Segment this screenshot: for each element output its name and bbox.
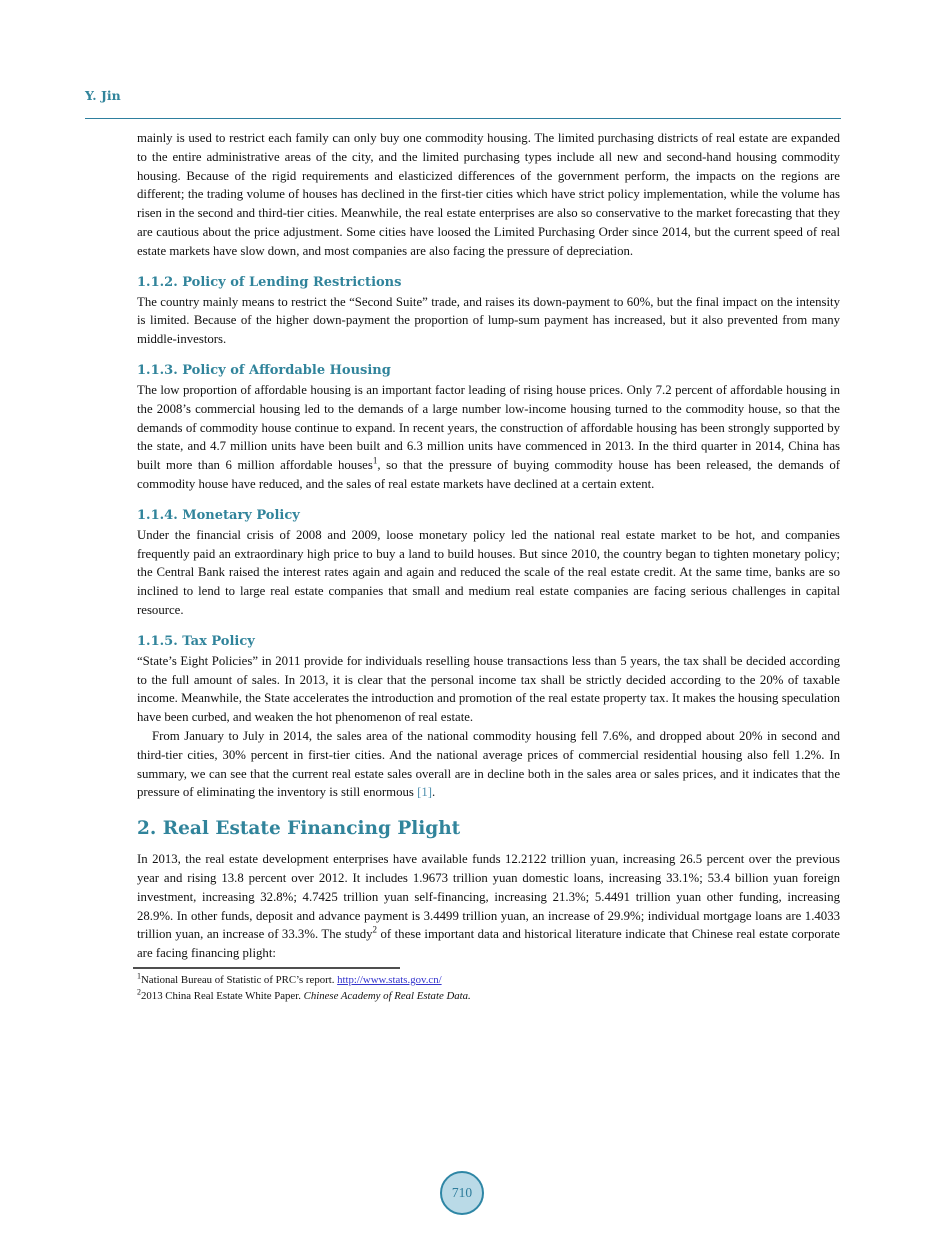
footnote-1-text: National Bureau of Statistic of PRC’s report. [141, 973, 338, 986]
paragraph-text: , so that the pressure of buying commodity house has been released, the demands of commodity house have reduced, and the sales of real estate markets have declined at a certain extent. [137, 458, 840, 491]
section-heading-1-1-5: 1.1.5. Tax Policy [137, 633, 255, 649]
footnote-1-marker: 1 [137, 971, 141, 981]
section-heading-1-1-4: 1.1.4. Monetary Policy [137, 507, 300, 523]
footnote-2-source: Chinese Academy of Real Estate Data. [303, 990, 471, 1003]
footnote-url-link[interactable]: http://www.stats.gov.cn/ [337, 973, 442, 986]
paragraph-text: In 2013, the real estate development enterprises have available funds 12.2122 trillion yuan, increasing 26.5 percent over the previous year and rising 13.8 percent over 2012. It includes 1.9673 trillion yuan domestic loans, increasing 33.1%; 53.4 billion yuan foreign investment, increasing 32.8%; 4.7425 trillion yuan self-financing, increasing 21.3%; 5.4491 trillion yuan other funding, increasing 28.9%. In other funds, deposit and advance payment is 3.4499 trillion yuan, an increase of 29.9%; individual mortgage loans are 1.4033 trillion yuan, an increase of 33.3%. The study [137, 852, 840, 942]
citation-link-1[interactable]: [1] [417, 785, 432, 800]
footnote-marker-2[interactable]: 2 [372, 925, 378, 936]
paragraph-text: of these important data and historical literature indicate that Chinese real estate corporate are facing financing plight: [137, 927, 840, 961]
section-heading-2: 2. Real Estate Financing Plight [137, 818, 461, 840]
paragraph-affordable-housing [137, 381, 840, 494]
footnote-divider [133, 967, 400, 969]
paragraph-lending-restrictions: The country mainly means to restrict the “Second Suite” trade, and raises its down-payment to 60%, but the final impact on the intensity is limited. Because of the higher down-payment the proportion of lump-sum payment has increased, but it also prevented from many middle-investors. [137, 294, 840, 347]
paragraph-tax-policy-1: “State’s Eight Policies” in 2011 provide for individuals reselling house transactions less than 5 years, the tax shall be decided according to the full amount of sales. In 2013, it is clear that the personal income tax shall be strictly decided according to the 20% of taxable income. Meanwhile, the State accelerates the introduction and promotion of the real estate property tax. It makes the housing speculation have been curbed, and weaken the hot phenomenon of real estate. [137, 653, 840, 725]
footnote-2-marker: 2 [137, 987, 141, 997]
paragraph-intro-continuation: mainly is used to restrict each family can only buy one commodity housing. The limited purchasing districts of real estate are expanded to the entire administrative areas of the city, and the limited purchasing types include all new and second-hand housing commodity housing. Because of the rigid requirements and elasticized differences of the government perform, the impacts on the regions are different; the trading volume of houses has declined in the first-tier cities which have strict policy implementation, while the volume has risen in the second and third-tier cities. Meanwhile, the real estate enterprises are also so conservative to the market forecasting that they are cautious about the price adjustment. Some cities have loosed the Limited Purchasing Order since 2014, but the current speed of real estate markets have slow down, and most companies are also facing the pressure of depreciation. [137, 131, 840, 258]
paragraph-text: The low proportion of affordable housing is an important factor leading of rising house prices. Only 7.2 percent of affordable housing in the 2008’s commercial housing led to the demands of a large number low-income housing turned to the commodity house, so that the demands of commodity house continue to expand. In recent years, the construction of affordable housing has been strongly supported by the state, and 4.7 million units have been built and 6.3 million units have commenced in 2013. In the third quarter in 2014, China has built more than 6 million affordable houses [137, 382, 840, 473]
header-divider [85, 118, 841, 119]
footnotes-block [137, 967, 840, 1005]
page-number-badge [440, 1171, 484, 1215]
footnote-2 [137, 988, 840, 1005]
paragraph-financing-plight [137, 850, 840, 963]
footnote-2-text: 2013 China Real Estate White Paper. [141, 990, 304, 1003]
paragraph-monetary-policy: Under the financial crisis of 2008 and 2009, loose monetary policy led the national real estate market to be hot, and companies frequently paid an extraordinary high price to buy a land to build houses. But since 2010, the country began to tighten monetary policy; the Central Bank raised the interest rates again and again and reduced the scale of the real estate credit. At the same time, banks are so inclined to lend to large real estate companies that small and medium real estate companies are facing serious challenges in capital resource. [137, 527, 840, 617]
page-number: 710 [451, 1185, 473, 1200]
paragraph-tax-policy-2 [137, 727, 840, 802]
section-heading-1-1-2: 1.1.2. Policy of Lending Restrictions [137, 274, 402, 290]
paragraph-text: . [432, 785, 436, 800]
footnote-1 [137, 972, 840, 989]
section-heading-1-1-3: 1.1.3. Policy of Affordable Housing [137, 362, 391, 378]
running-header-author: Y. Jin [85, 88, 121, 103]
paragraph-text: From January to July in 2014, the sales area of the national commodity housing fell 7.6%, and dropped about 20% in second and third-tier cities, 30% percent in first-tier cities. And the national average prices of commercial residential housing also fell 1.2%. In summary, we can see that the current real estate sales overall are in decline both in the sales area or sales prices, and it indicates that the pressure of eliminating the inventory is still enormous [137, 728, 840, 800]
article-body [137, 129, 840, 1005]
footnote-marker-1[interactable]: 1 [372, 455, 378, 466]
